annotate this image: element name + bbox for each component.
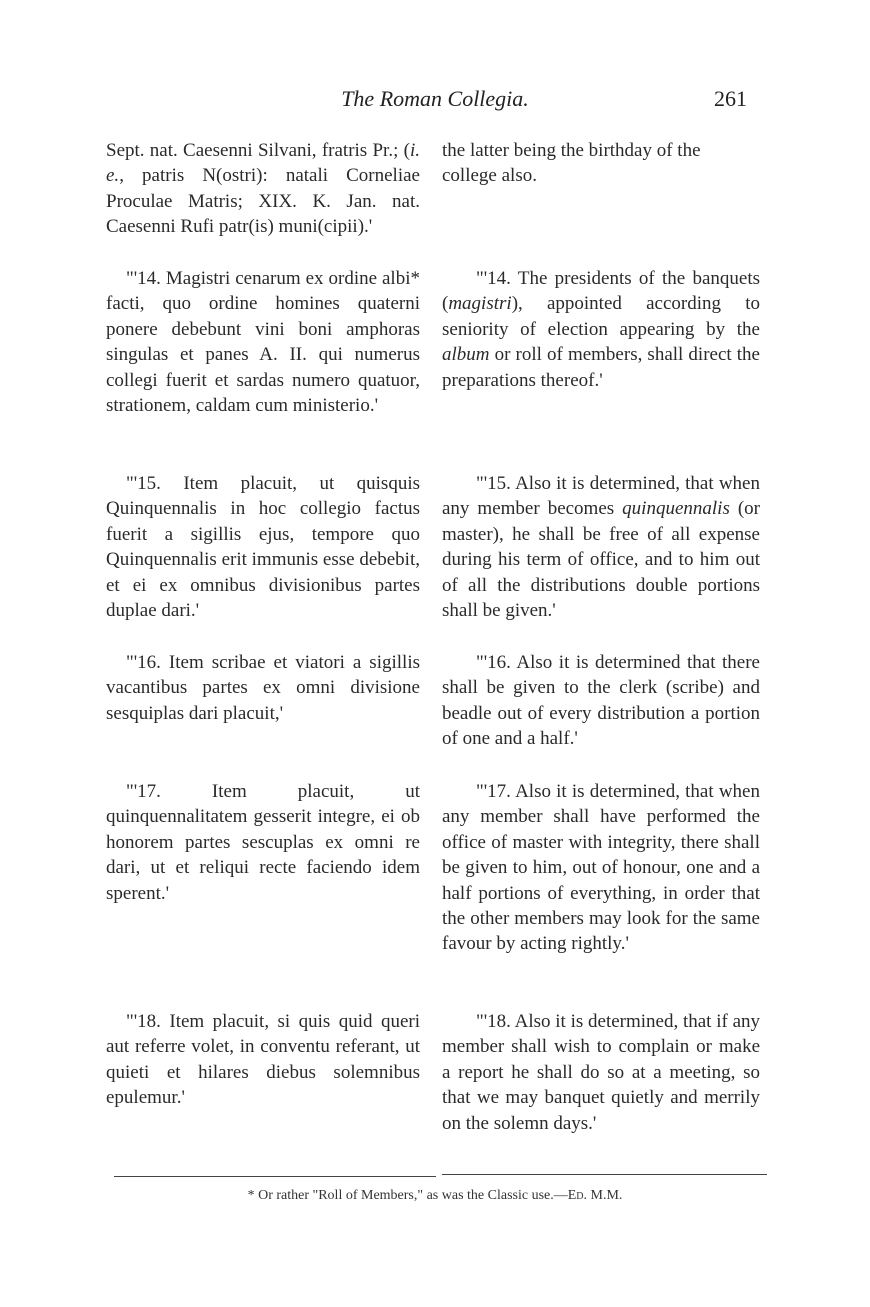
latin-paragraph-continued	[106, 138, 420, 240]
latin-paragraph-14: "'14. Magistri cenarum ex ordine albi* facti, quo ordine homines quaterni ponere debebunt vini boni amphoras singulas et panes A. II. qui numerus collegi fuerit et sardas numero quatuor, strationem, caldam cum ministerio.'	[106, 268, 420, 417]
footnote	[0, 1188, 870, 1204]
english-paragraph-14	[442, 266, 760, 393]
latin-paragraph-15: "'15. Item placuit, ut quisquis Quinquennalis in hoc collegio factus fuerit a sigillis ejus, tempore quo Quinquennalis erit immunis esse debebit, et ei ex omnibus divisionibus partes duplae dari.'	[106, 473, 420, 622]
footnote-divider	[442, 1174, 767, 1175]
latin-text-italic: i. e.	[106, 140, 420, 187]
english-text: "'15. Also it is determined, that when any member becomes	[442, 473, 760, 520]
english-text-italic: album	[442, 344, 490, 366]
latin-text: Sept. nat. Caesenni Silvani, fratris Pr.; (	[106, 140, 410, 161]
english-text: "'14. The presidents of the banquets (	[442, 268, 760, 315]
latin-text: , patris N(ostri): natali Corneliae Proculae Matris; XIX. K. Jan. nat. Caesenni Rufi patr(is) muni(cipii).'	[106, 165, 420, 238]
footnote-text: * Or rather "Roll of Members," as was the Classic use.—	[247, 1188, 568, 1203]
english-paragraph-18: "'18. Also it is determined, that if any member shall wish to complain or make a report he shall do so at a meeting, so that we may banquet quietly and merrily on the solemn days.'	[442, 1011, 760, 1134]
english-paragraph-17: "'17. Also it is determined, that when any member shall have performed the office of master with integrity, there shall be given to him, out of honour, one and a half portions of everything, in order that the other members may look for the same favour by acting rightly.'	[442, 781, 760, 955]
latin-paragraph-16: "'16. Item scribae et viatori a sigillis vacantibus partes ex omni divisione sesquiplas dari placuit,'	[106, 652, 420, 724]
page-number: 261	[714, 86, 747, 111]
latin-paragraph-18: "'18. Item placuit, si quis quid queri aut referre volet, in conventu referant, ut quieti et hilares diebus solemnibus epulemur.'	[106, 1011, 420, 1109]
english-text: ), appointed according to seniority of election appearing by the	[442, 293, 760, 340]
english-paragraph-15	[442, 471, 760, 623]
english-paragraph-continued: the latter being the birthday of the college also.	[442, 140, 701, 187]
english-text-italic: quinquennalis	[622, 498, 730, 520]
latin-paragraph-17: "'17. Item placuit, ut quinquennalitatem gesserit integre, ei ob honorem partes sescuplas ex omni re dari, ut et reliqui recte faciendo idem sperent.'	[106, 781, 420, 904]
english-text: (or master), he shall be free of all expense during his term of office, and to him out of all the distributions double portions shall be given.'	[442, 498, 761, 622]
english-text-italic: magistri	[448, 293, 512, 315]
english-paragraph-16: "'16. Also it is determined that there shall be given to the clerk (scribe) and beadle out of every distribution a portion of one and a half.'	[442, 652, 760, 750]
english-text: or roll of members, shall direct the preparations thereof.'	[442, 344, 760, 391]
footnote-divider	[114, 1176, 436, 1177]
footnote-signature: Ed. M.M.	[567, 1188, 623, 1203]
page-title: The Roman Collegia.	[341, 86, 529, 111]
